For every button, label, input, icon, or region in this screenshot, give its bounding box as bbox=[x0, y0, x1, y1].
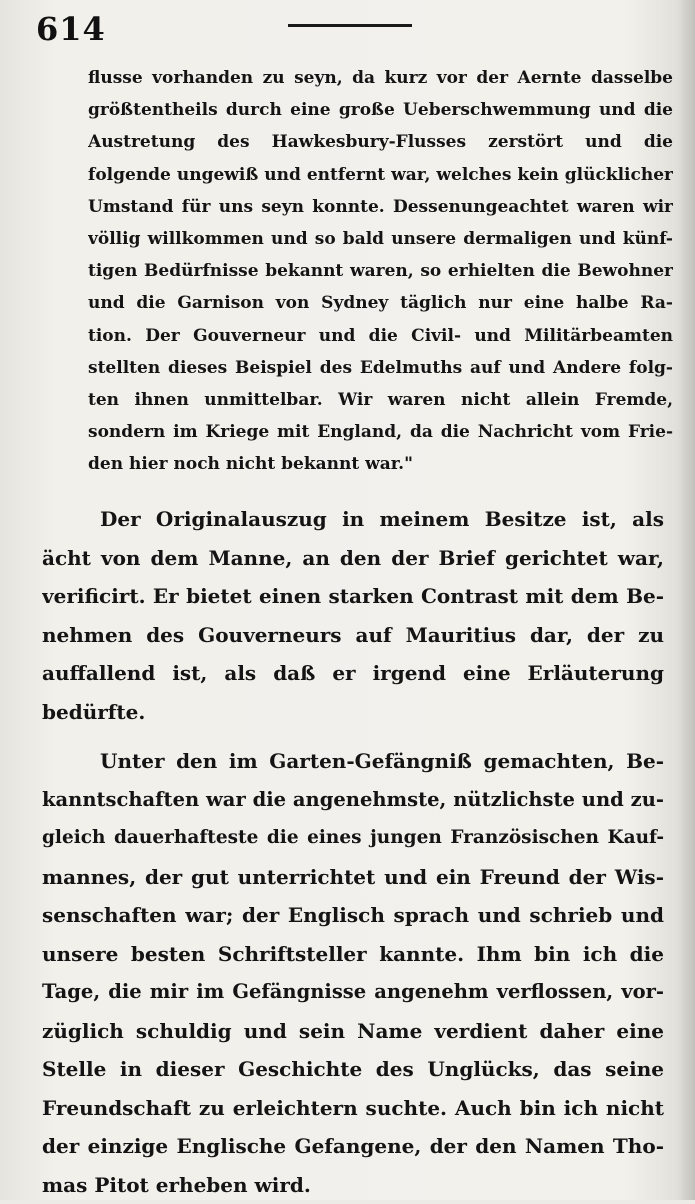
paragraph-line: auffallend ist, als daß er irgend eine Erläuterung bbox=[42, 654, 664, 693]
paragraph-line: Unter den im Garten-Gefängniß gemachten, Be- bbox=[42, 742, 664, 781]
paragraph-line: züglich schuldig und sein Name verdient daher eine bbox=[42, 1012, 664, 1051]
page-number: 614 bbox=[36, 10, 106, 48]
quote-line: stellten dieses Beispiel des Edelmuths auf und Andere folg- bbox=[88, 352, 673, 384]
paragraph-line: Tage, die mir im Gefängnisse angenehm verflossen, vor- bbox=[42, 973, 664, 1012]
quote-line: tion. Der Gouverneur und die Civil- und Militärbeamten bbox=[88, 320, 673, 352]
paragraph-line: der einzige Englische Gefangene, der den Namen Tho- bbox=[42, 1127, 664, 1166]
paragraph-original-extract bbox=[42, 500, 664, 731]
quote-line: folgende ungewiß und entfernt war, welches kein glücklicher bbox=[88, 159, 673, 191]
quote-line: völlig willkommen und so bald unsere dermaligen und künf- bbox=[88, 223, 673, 255]
page-edge-shadow bbox=[677, 0, 695, 1200]
quote-line: und die Garnison von Sydney täglich nur eine halbe Ra- bbox=[88, 287, 673, 319]
quote-line: ten ihnen unmittelbar. Wir waren nicht allein Fremde, bbox=[88, 384, 673, 416]
paragraph-line: senschaften war; der Englisch sprach und schrieb und bbox=[42, 896, 664, 935]
paragraph-line: ächt von dem Manne, an den der Brief gerichtet war, bbox=[42, 539, 664, 578]
paragraph-line: nehmen des Gouverneurs auf Mauritius dar, der zu bbox=[42, 616, 664, 655]
quote-line: Umstand für uns seyn konnte. Dessenungeachtet waren wir bbox=[88, 191, 673, 223]
header-rule bbox=[288, 24, 412, 27]
paragraph-line: Freundschaft zu erleichtern suchte. Auch bin ich nicht bbox=[42, 1089, 664, 1128]
quote-line: sondern im Kriege mit England, da die Nachricht vom Frie- bbox=[88, 416, 673, 448]
paragraph-line: mannes, der gut unterrichtet und ein Freund der Wis- bbox=[42, 858, 664, 897]
quote-line: tigen Bedürfnisse bekannt waren, so erhielten die Bewohner bbox=[88, 255, 673, 287]
paragraph-line: Stelle in dieser Geschichte des Unglücks, das seine bbox=[42, 1050, 664, 1089]
quoted-letter-block bbox=[88, 62, 673, 480]
paragraph-line: bedürfte. bbox=[42, 693, 664, 732]
paragraph-acquaintances bbox=[42, 742, 664, 1204]
quote-line: größtentheils durch eine große Ueberschwemmung und die bbox=[88, 94, 673, 126]
quote-line: den hier noch nicht bekannt war." bbox=[88, 448, 673, 480]
paragraph-line: verificirt. Er bietet einen starken Contrast mit dem Be- bbox=[42, 577, 664, 616]
paragraph-line: unsere besten Schriftsteller kannte. Ihm bin ich die bbox=[42, 935, 664, 974]
paragraph-line: Der Originalauszug in meinem Besitze ist, als bbox=[42, 500, 664, 539]
paragraph-line: gleich dauerhafteste die eines jungen Französischen Kauf- bbox=[42, 819, 664, 858]
quote-line: Austretung des Hawkesbury-Flusses zerstört und die bbox=[88, 126, 673, 158]
paragraph-line: mas Pitot erheben wird. bbox=[42, 1166, 664, 1204]
quote-line: flusse vorhanden zu seyn, da kurz vor der Aernte dasselbe bbox=[88, 62, 673, 94]
paragraph-line: kanntschaften war die angenehmste, nützlichste und zu- bbox=[42, 781, 664, 820]
